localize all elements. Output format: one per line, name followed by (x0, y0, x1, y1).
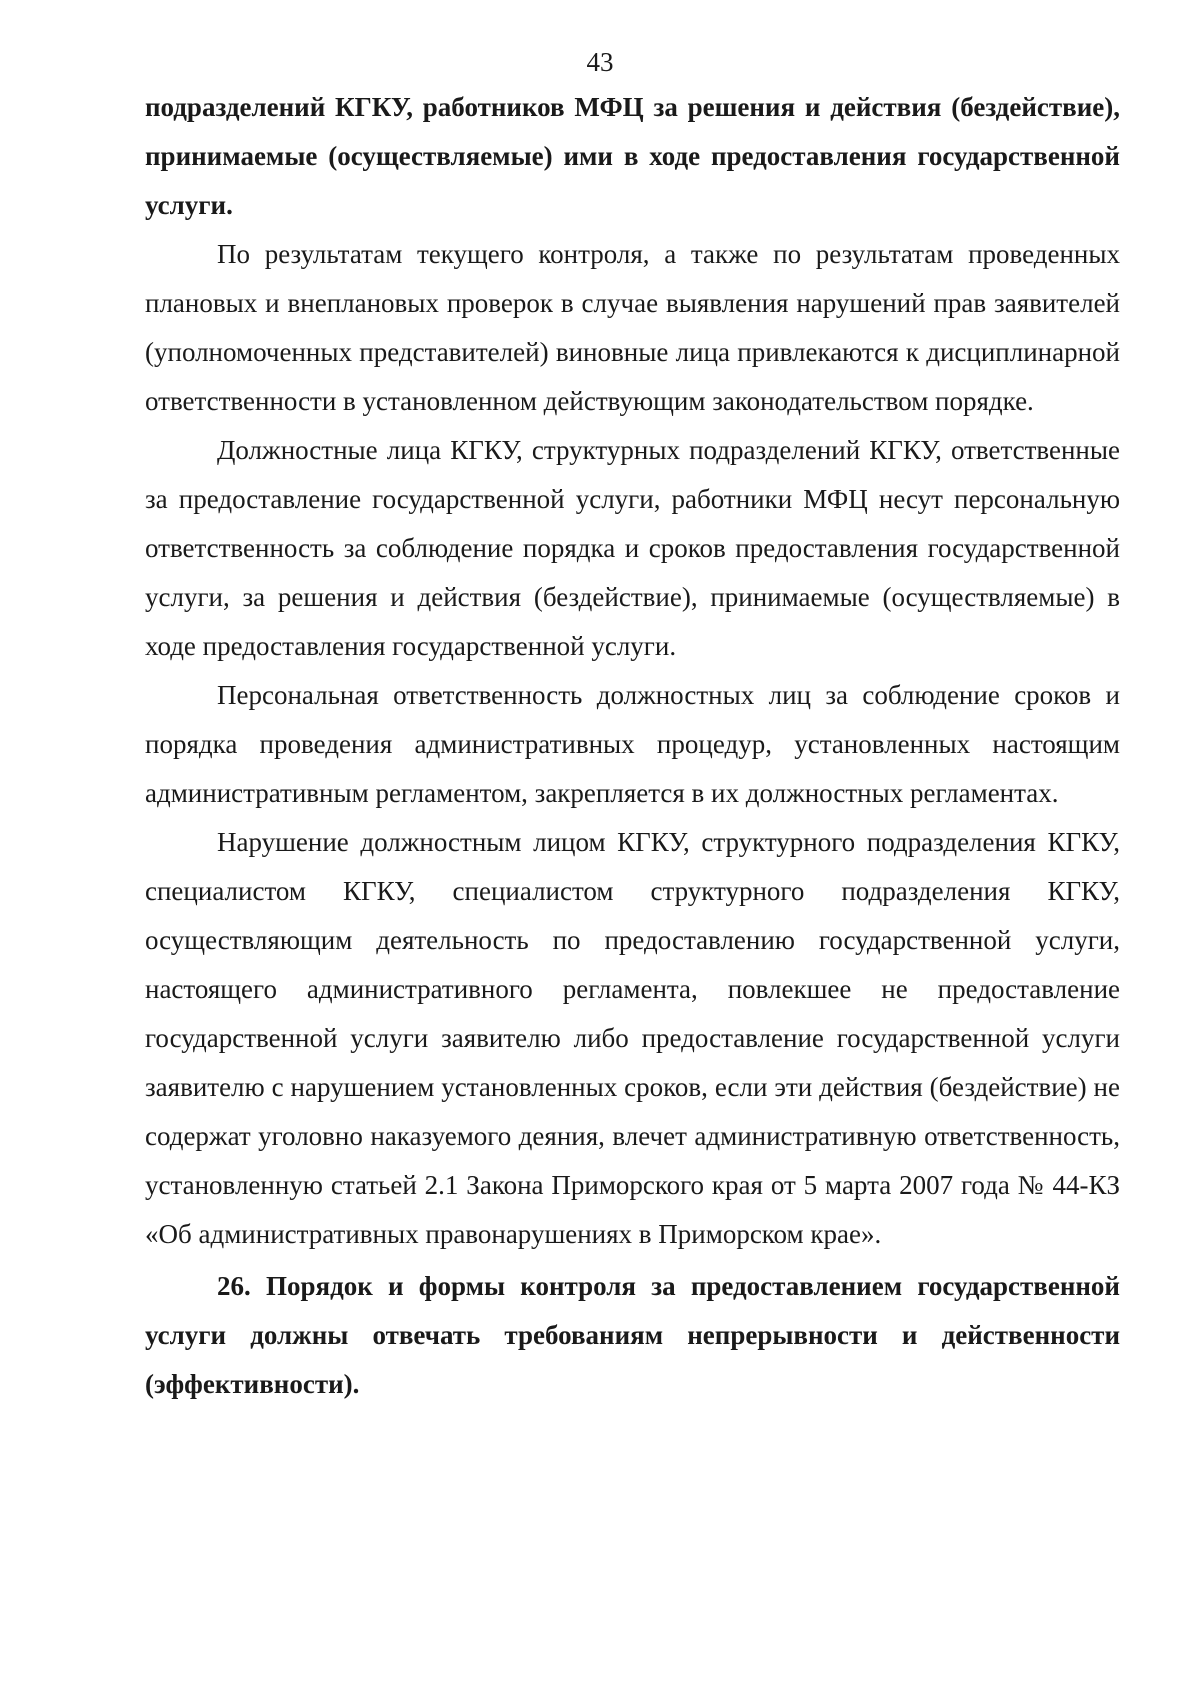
section-heading-26: 26. Порядок и формы контроля за предоставлением государственной услуги должны отвечать требованиям непрерывности и действенности (эффективности). (145, 1271, 1120, 1399)
page-number: 43 (586, 47, 614, 77)
paragraph-officials-responsibility: Должностные лица КГКУ, структурных подразделений КГКУ, ответственные за предоставление государственной услуги, работники МФЦ несут персональную ответственность за соблюдение порядка и сроков предоставления государственной услуги, за решения и действия (бездействие), принимаемые (осуществляемые) в ходе предоставления государственной услуги. (145, 435, 1120, 661)
paragraph-continuation-heading: подразделений КГКУ, работников МФЦ за решения и действия (бездействие), принимаемые (осуществляемые) ими в ходе предоставления государственной услуги. (145, 92, 1120, 220)
paragraph-personal-responsibility: Персональная ответственность должностных лиц за соблюдение сроков и порядка проведения административных процедур, установленных настоящим административным регламентом, закрепляется в их должностных регламентах. (145, 680, 1120, 808)
document-body (145, 83, 1120, 1409)
paragraph-current-control-results: По результатам текущего контроля, а также по результатам проведенных плановых и внеплановых проверок в случае выявления нарушений прав заявителей (уполномоченных представителей) виновные лица привлекаются к дисциплинарной ответственности в установленном действующим законодательством порядке. (145, 239, 1120, 416)
paragraph-violation-liability: Нарушение должностным лицом КГКУ, структурного подразделения КГКУ, специалистом КГКУ, специалистом структурного подразделения КГКУ, осуществляющим деятельность по предоставлению государственной услуги, настоящего административного регламента, повлекшее не предоставление государственной услуги заявителю либо предоставление государственной услуги заявителю с нарушением установленных сроков, если эти действия (бездействие) не содержат уголовно наказуемого деяния, влечет административную ответственность, установленную статьей 2.1 Закона Приморского края от 5 марта 2007 года № 44-КЗ «Об административных правонарушениях в Приморском крае». (145, 827, 1120, 1249)
